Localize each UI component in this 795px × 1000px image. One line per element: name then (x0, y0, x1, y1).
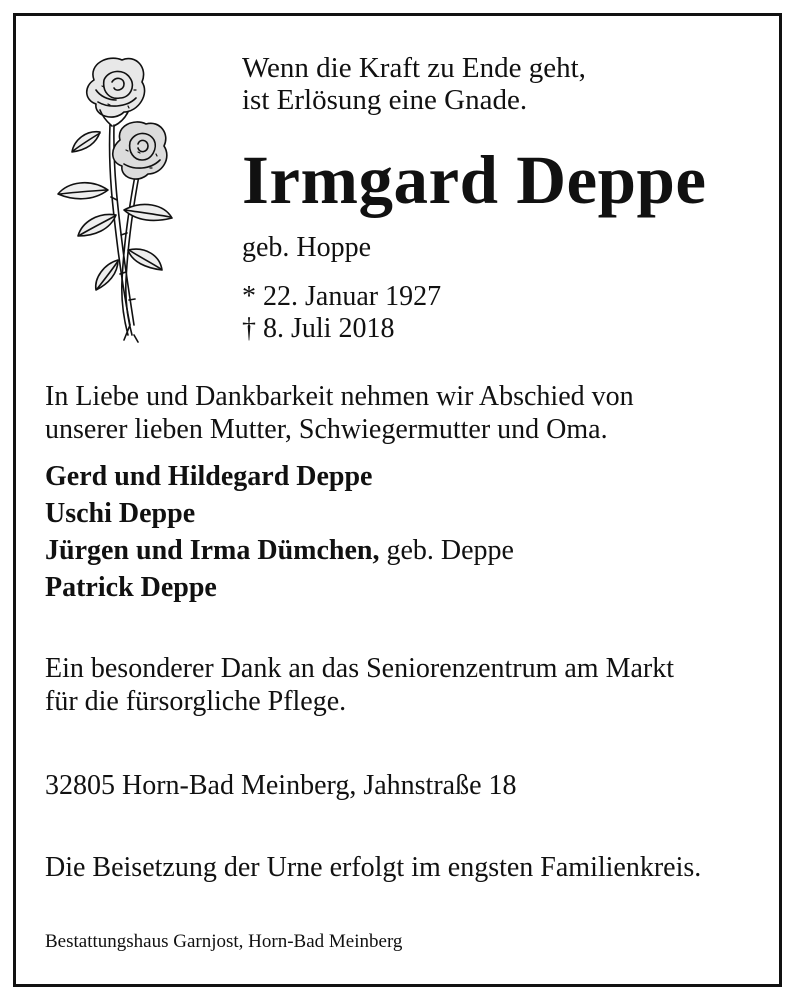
motto-line: Wenn die Kraft zu Ende geht, (242, 52, 586, 84)
thanks-line: für die fürsorgliche Pflege. (45, 686, 347, 717)
farewell-line: In Liebe und Dankbarkeit nehmen wir Abschied von (45, 381, 634, 412)
maiden-name: geb. Hoppe (242, 232, 372, 263)
motto-verse (242, 52, 586, 116)
family-member-note: geb. Deppe (379, 535, 514, 566)
family-list (45, 458, 514, 606)
thanks-text (45, 652, 674, 718)
burial-notice: Die Beisetzung der Urne erfolgt im engsten Familienkreis. (45, 852, 702, 883)
birth-date: * 22. Januar 1927 (242, 281, 442, 312)
motto-line: ist Erlösung eine Gnade. (242, 84, 528, 116)
death-date: † 8. Juli 2018 (242, 313, 395, 344)
thanks-line: Ein besonderer Dank an das Seniorenzentrum am Markt (45, 653, 675, 684)
family-member (45, 458, 514, 495)
family-member-name: Patrick Deppe (45, 572, 217, 603)
farewell-line: unserer lieben Mutter, Schwiegermutter und Oma. (45, 414, 608, 445)
family-member-name: Uschi Deppe (45, 498, 196, 529)
deceased-name: Irmgard Deppe (242, 142, 707, 218)
family-member (45, 569, 514, 606)
address: 32805 Horn-Bad Meinberg, Jahnstraße 18 (45, 770, 517, 801)
family-member-name: Gerd und Hildegard Deppe (45, 461, 373, 492)
farewell-text (45, 380, 634, 446)
family-member (45, 532, 514, 569)
family-member-name: Jürgen und Irma Dümchen, (45, 535, 380, 566)
life-dates (242, 281, 441, 345)
undertaker: Bestattungshaus Garnjost, Horn-Bad Meinberg (45, 931, 403, 952)
rose-icon (38, 50, 188, 345)
family-member (45, 495, 514, 532)
